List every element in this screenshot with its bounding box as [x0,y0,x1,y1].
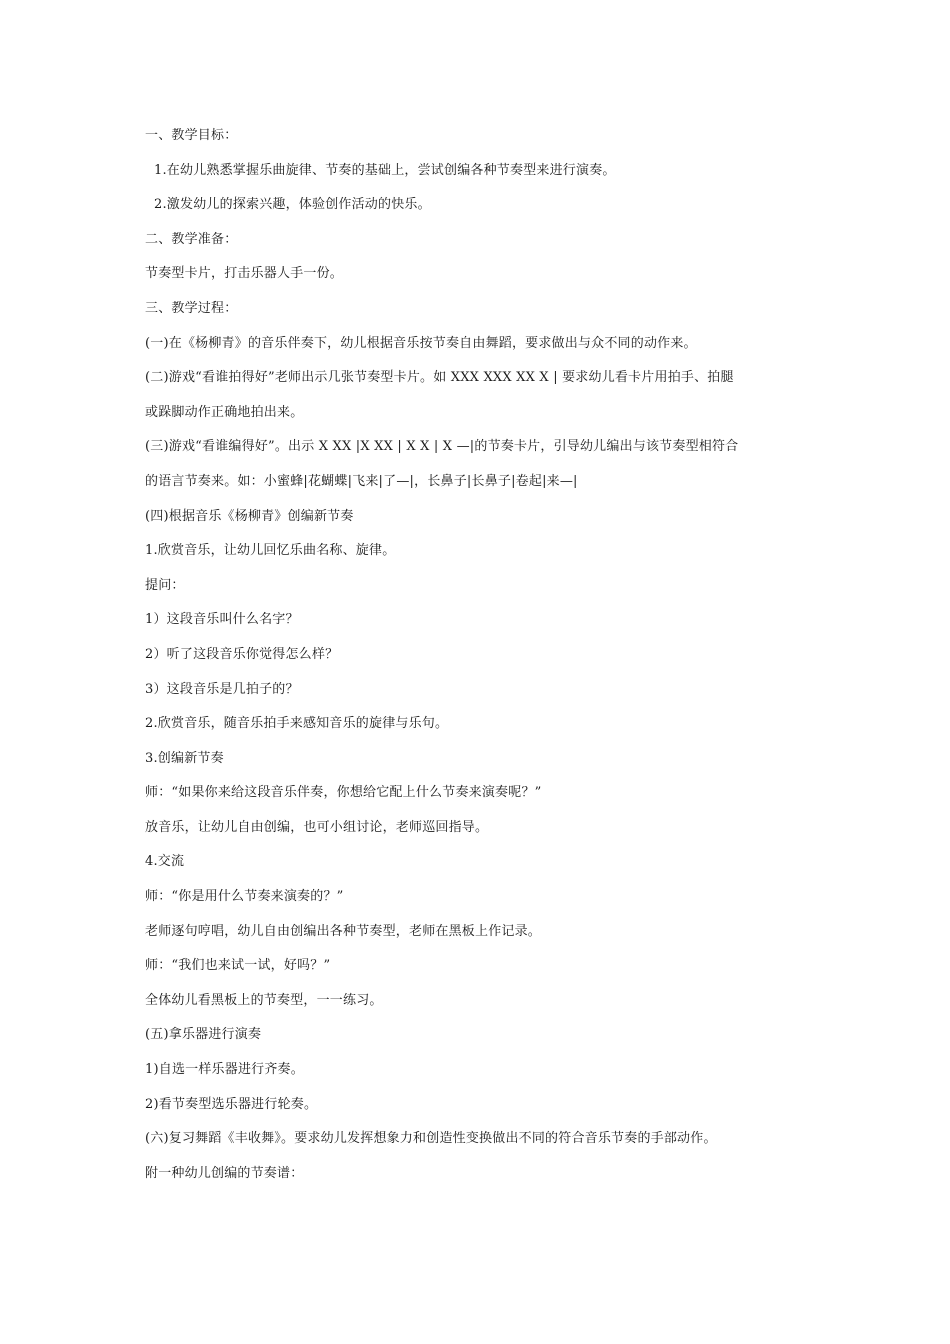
paragraph: 放音乐，让幼儿自由创编，也可小组讨论，老师巡回指导。 [145,819,489,835]
paragraph: (四)根据音乐《杨柳青》创编新节奏 [145,508,354,524]
paragraph: 老师逐句哼唱，幼儿自由创编出各种节奏型，老师在黑板上作记录。 [145,923,542,939]
objective-item: 1.在幼儿熟悉掌握乐曲旋律、节奏的基础上，尝试创编各种节奏型来进行演奏。 [154,162,616,178]
paragraph: (五)拿乐器进行演奏 [145,1027,262,1043]
paragraph: 的语言节奏来。如：小蜜蜂|花蝴蝶|飞来|了—|，长鼻子|长鼻子|卷起|来—| [145,473,578,489]
paragraph: 4.交流 [145,854,185,870]
paragraph: 或跺脚动作正确地拍出来。 [145,404,304,420]
question-item: 2）听了这段音乐你觉得怎么样？ [145,646,339,662]
question-item: 3）这段音乐是几拍子的？ [145,681,299,697]
paragraph: (三)游戏“看谁编得好”。出示 X XX |X XX | X X | X —|的节奏卡片，引导幼儿编出与该节奏型相符合 [145,439,739,455]
objective-item: 2.激发幼儿的探索兴趣，体验创作活动的快乐。 [154,197,431,213]
paragraph: 1.欣赏音乐，让幼儿回忆乐曲名称、旋律。 [145,543,396,559]
paragraph: (一)在《杨柳青》的音乐伴奏下，幼儿根据音乐按节奏自由舞蹈，要求做出与众不同的动作来。 [145,335,697,351]
paragraph: 3.创编新节奏 [145,750,224,766]
paragraph: 全体幼儿看黑板上的节奏型，一一练习。 [145,992,383,1008]
paragraph: 1)自选一样乐器进行齐奏。 [145,1062,304,1078]
paragraph: (六)复习舞蹈《丰收舞》。要求幼儿发挥想象力和创造性变换做出不同的符合音乐节奏的手部动作。 [145,1131,717,1147]
question-item: 1）这段音乐叫什么名字？ [145,612,299,628]
section-heading: 二、教学准备： [145,231,238,247]
paragraph: 师：“我们也来试一试，好吗？” [145,958,331,974]
paragraph: 2.欣赏音乐，随音乐拍手来感知音乐的旋律与乐句。 [145,716,449,732]
paragraph: 附一种幼儿创编的节奏谱： [145,1165,304,1181]
paragraph: 提问： [145,577,185,593]
section-heading: 三、教学过程： [145,300,238,316]
paragraph: 师：“你是用什么节奏来演奏的？” [145,889,344,905]
paragraph: 2)看节奏型选乐器进行轮奏。 [145,1096,318,1112]
document-body [145,124,815,1196]
paragraph: 节奏型卡片，打击乐器人手一份。 [145,266,344,282]
paragraph: (二)游戏“看谁拍得好”老师出示几张节奏型卡片。如 XXX XXX XX X | 要求幼儿看卡片用拍手、拍腿 [145,370,734,386]
paragraph: 师：“如果你来给这段音乐伴奏，你想给它配上什么节奏来演奏呢？” [145,785,542,801]
section-heading: 一、教学目标： [145,128,238,143]
